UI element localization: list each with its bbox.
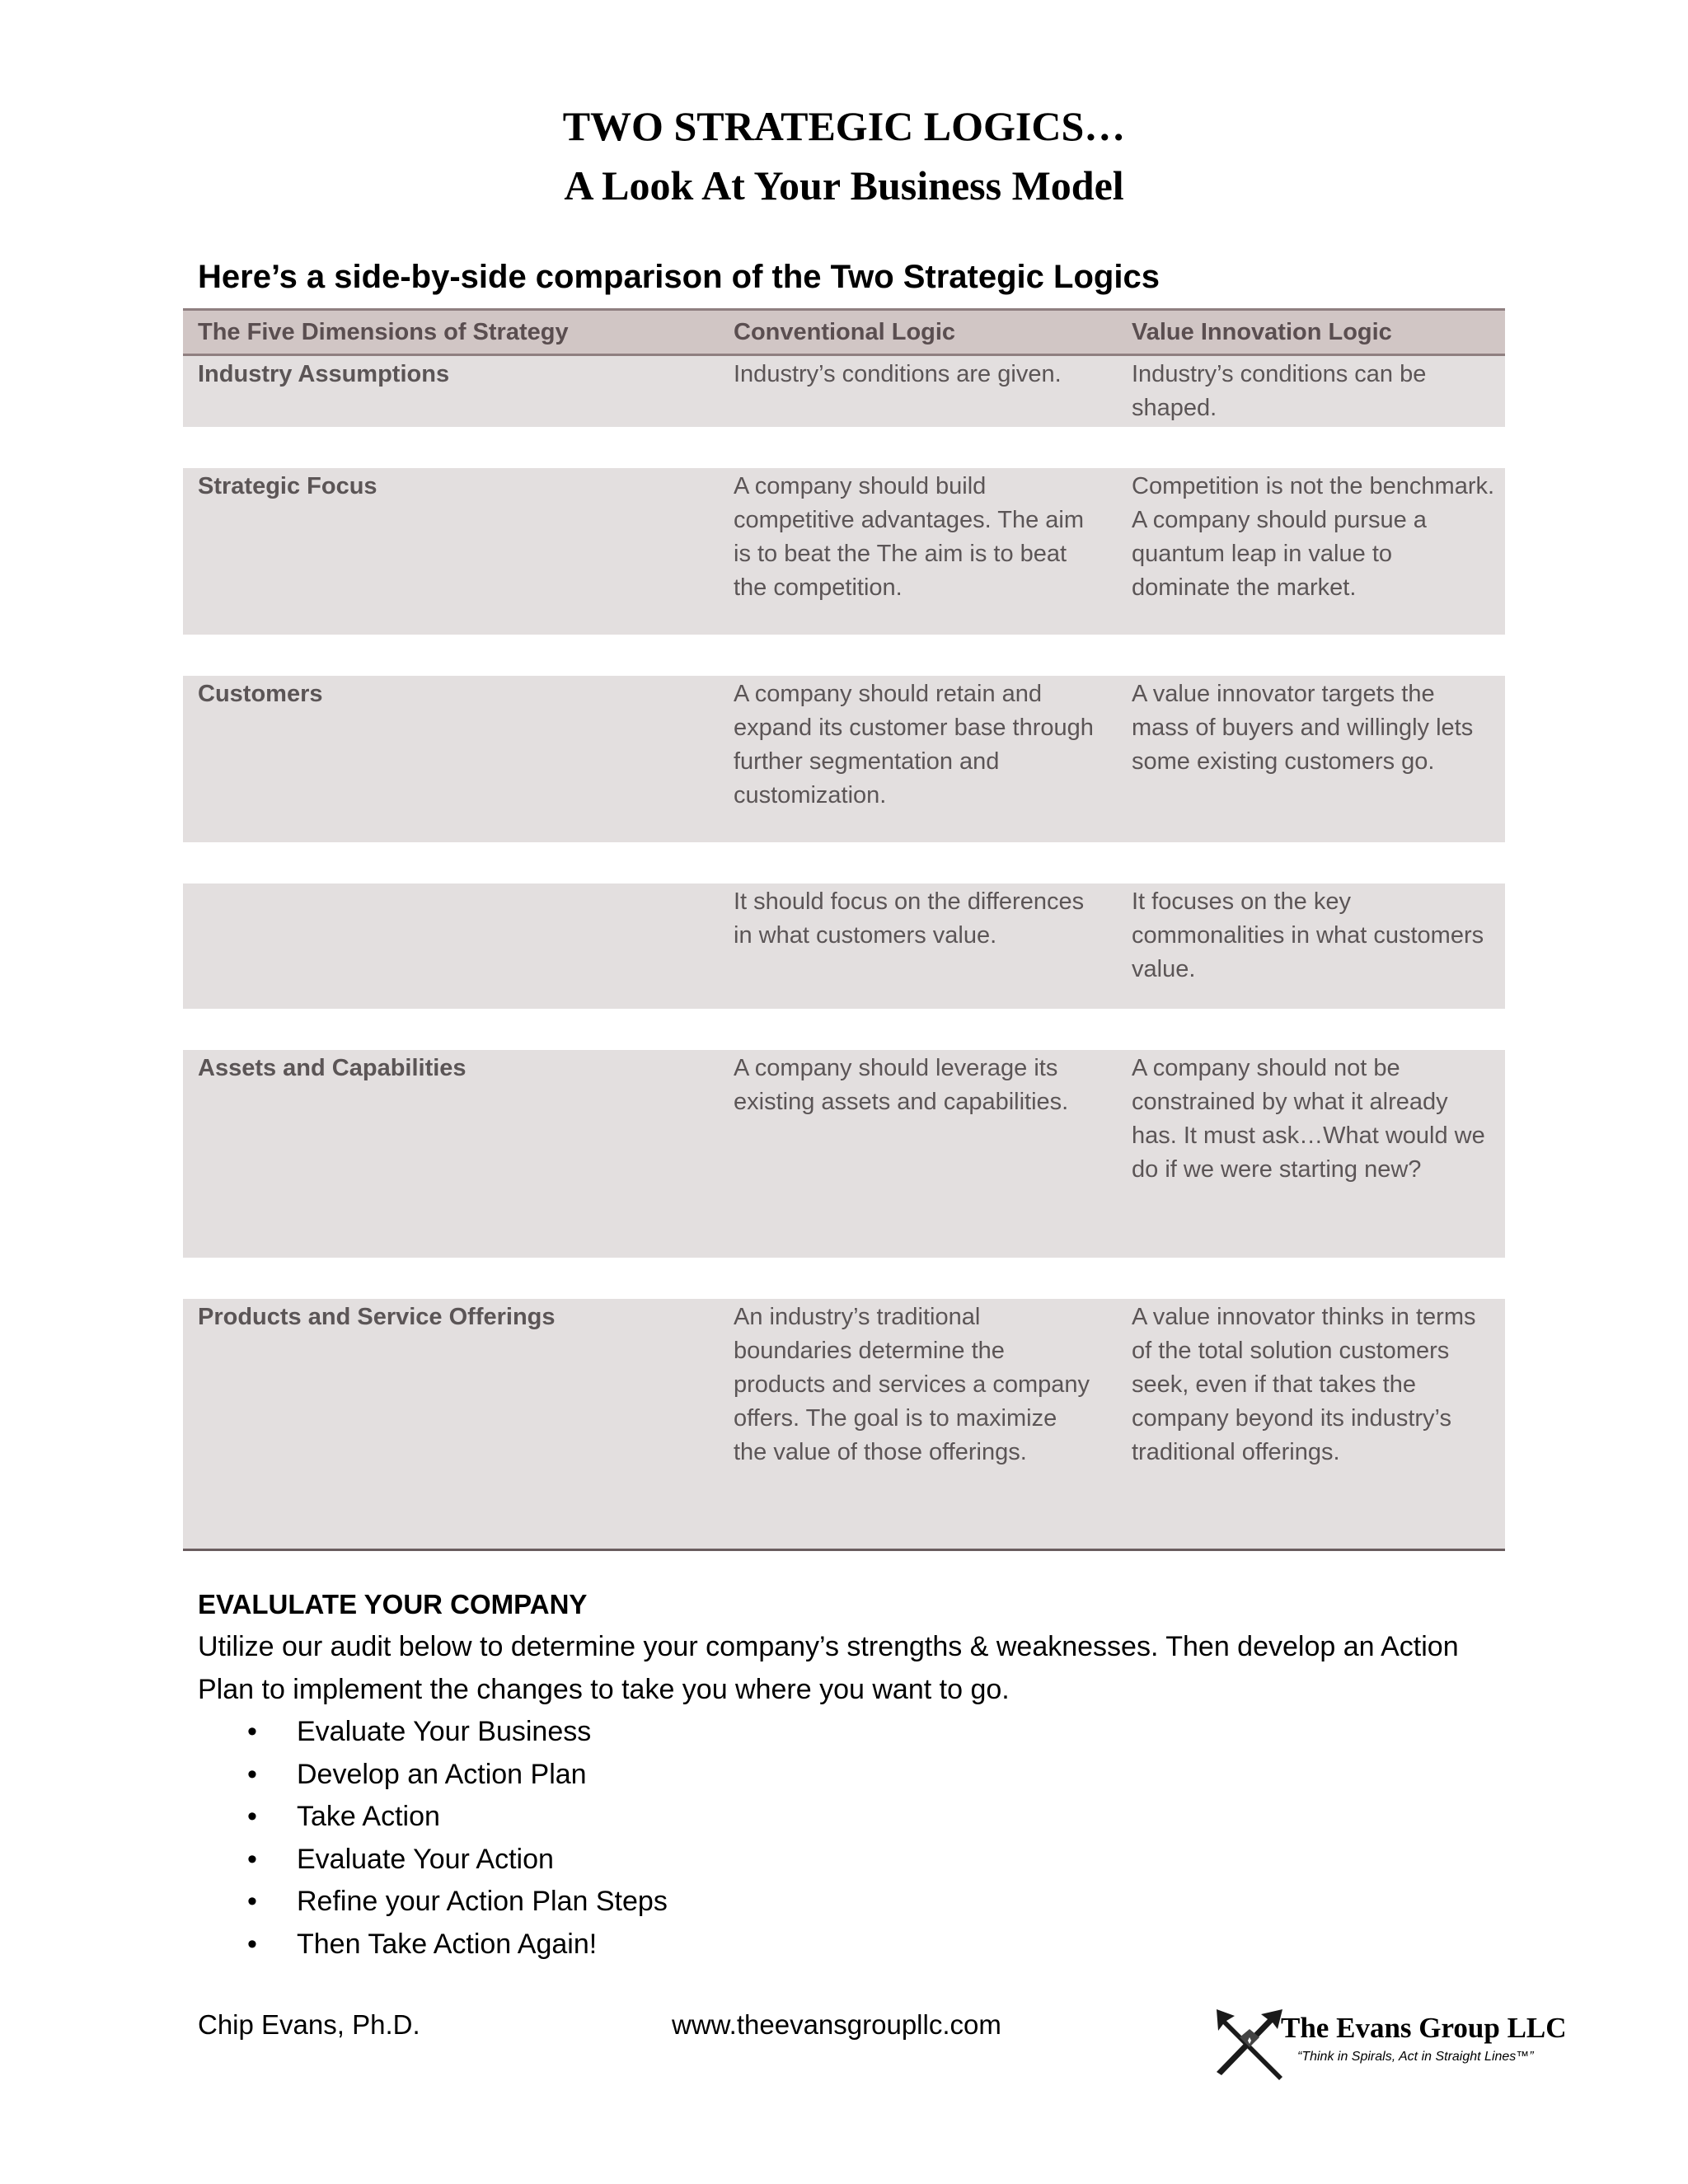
website-link[interactable]: www.theevansgroupllc.com	[672, 2009, 1001, 2040]
table-row	[183, 356, 1505, 427]
dimension-cell: Assets and Capabilities	[198, 1055, 467, 1081]
row-spacer	[183, 1009, 1505, 1050]
list-item	[198, 1754, 1517, 1797]
list-item-label: Take Action	[297, 1801, 440, 1832]
header-dimensions: The Five Dimensions of Strategy	[198, 319, 569, 345]
author-name: Chip Evans, Ph.D.	[198, 2009, 420, 2040]
conventional-cell: An industry’s traditional boundaries determine the products and services a company offers. The goal is to maximize the value of those offerings.	[734, 1304, 1090, 1465]
dimension-cell	[183, 885, 719, 1009]
bullet-icon: •	[247, 1886, 257, 1917]
value-innovation-cell: It focuses on the key commonalities in what customers value.	[1132, 888, 1484, 982]
list-item-label: Refine your Action Plan Steps	[297, 1886, 668, 1917]
comparison-table	[183, 308, 1505, 1551]
page-title: TWO STRATEGIC LOGICS…	[562, 103, 1126, 149]
table-row	[183, 676, 1505, 842]
action-list	[198, 1711, 1517, 1966]
crossed-arrows-icon	[1210, 2004, 1289, 2083]
row-spacer	[183, 842, 1505, 883]
dimension-cell: Customers	[198, 681, 323, 707]
list-item-label: Evaluate Your Action	[297, 1843, 554, 1875]
dimension-cell: Strategic Focus	[198, 473, 377, 499]
list-item	[198, 1796, 1517, 1839]
section-heading: Here’s a side-by-side comparison of the Two Strategic Logics	[198, 259, 1160, 295]
page-subtitle-title: A Look At Your Business Model	[564, 162, 1124, 209]
value-innovation-cell: A value innovator thinks in terms of the total solution customers seek, even if that takes the company beyond its industry’s traditional offerings.	[1132, 1304, 1476, 1465]
table-row	[183, 468, 1505, 635]
bullet-icon: •	[247, 1801, 257, 1832]
bullet-icon: •	[247, 1928, 257, 1960]
table-header-row	[183, 308, 1505, 356]
header-conventional: Conventional Logic	[734, 319, 956, 345]
list-item	[198, 1924, 1517, 1966]
conventional-cell: A company should build competitive advantages. The aim is to beat the The aim is to beat the competition.	[734, 473, 1085, 601]
logo-name: The Evans Group LLC	[1281, 2012, 1567, 2044]
row-spacer	[183, 1258, 1505, 1299]
conventional-cell: It should focus on the differences in what customers value.	[734, 888, 1085, 949]
list-item	[198, 1881, 1517, 1924]
conventional-cell: Industry’s conditions are given.	[734, 361, 1062, 387]
value-innovation-cell: Competition is not the benchmark. A company should pursue a quantum leap in value to dominate the market.	[1132, 473, 1495, 601]
conventional-cell: A company should retain and expand its customer base through further segmentation and customization.	[734, 681, 1094, 808]
table-row	[183, 1050, 1505, 1258]
list-item	[198, 1711, 1517, 1754]
row-spacer	[183, 635, 1505, 676]
bullet-icon: •	[247, 1716, 257, 1747]
evaluate-text: Utilize our audit below to determine your company’s strengths & weaknesses. Then develop an Action Plan to implement the changes to take you where you want to go.	[198, 1631, 1459, 1705]
dimension-cell: Industry Assumptions	[198, 361, 450, 387]
header-value-innovation: Value Innovation Logic	[1132, 319, 1392, 345]
bullet-icon: •	[247, 1843, 257, 1875]
bullet-icon: •	[247, 1758, 257, 1790]
conventional-cell: A company should leverage its existing assets and capabilities.	[734, 1055, 1069, 1115]
value-innovation-cell: A value innovator targets the mass of buyers and willingly lets some existing customers go.	[1132, 681, 1474, 775]
company-logo	[1210, 2004, 1589, 2087]
logo-tagline: “Think in Spirals, Act in Straight Lines™”	[1297, 2050, 1534, 2064]
list-item	[198, 1839, 1517, 1882]
evaluate-section	[198, 1584, 1517, 1966]
list-item-label: Develop an Action Plan	[297, 1758, 587, 1790]
dimension-cell: Products and Service Offerings	[198, 1304, 556, 1330]
table-row	[183, 883, 1505, 1009]
row-spacer	[183, 427, 1505, 468]
evaluate-heading: EVALULATE YOUR COMPANY	[198, 1589, 588, 1619]
table-row	[183, 1299, 1505, 1549]
value-innovation-cell: A company should not be constrained by what it already has. It must ask…What would we do if we were starting new?	[1132, 1055, 1485, 1183]
list-item-label: Then Take Action Again!	[297, 1928, 598, 1960]
value-innovation-cell: Industry’s conditions can be shaped.	[1132, 361, 1427, 421]
list-item-label: Evaluate Your Business	[297, 1716, 592, 1747]
